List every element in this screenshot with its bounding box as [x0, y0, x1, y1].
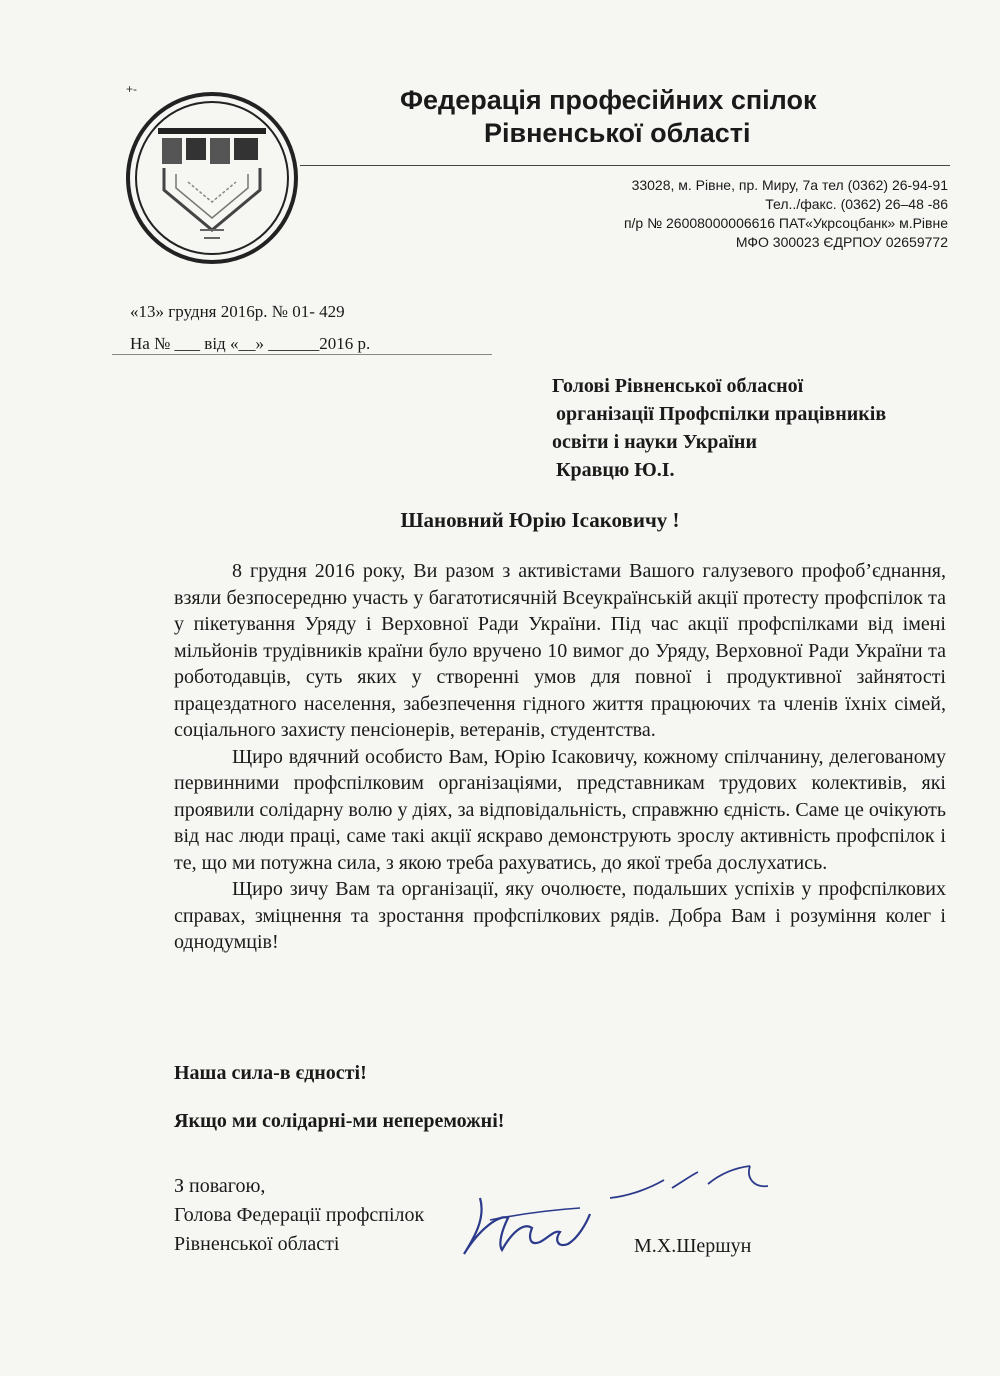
slogan: Якщо ми солідарні-ми непереможні! — [174, 1110, 505, 1132]
addressee-block — [552, 372, 886, 484]
addressee-line: освіти і науки України — [552, 431, 757, 453]
outgoing-reference — [130, 296, 370, 360]
contact-bank-account: п/р № 26008000006616 ПАТ«Укрсоцбанк» м.Рівне — [623, 215, 948, 231]
org-title-line2: Рівненської області — [484, 118, 751, 148]
reference-divider — [112, 354, 492, 355]
closing-line: З повагою, — [174, 1175, 266, 1197]
outgoing-date-number: «13» грудня 2016р. № 01- 429 — [130, 302, 345, 321]
org-title-line1: Федерація професійних спілок — [400, 85, 817, 115]
corner-mark: +- — [126, 82, 138, 96]
addressee-line: Кравцю Ю.І. — [556, 459, 675, 481]
organization-title — [400, 84, 920, 150]
body-paragraph: 8 грудня 2016 року, Ви разом з активістами Вашого галузевого профоб’єднання, взяли безпосередню участь у багатотисячній Всеукраїнській акції протесту профспілок та у пікетування Уряду і Верховної Ради України. Під час акції профспілками від імені мільйонів трудівників країни було вручено 10 вимог до Уряду, Верховної Ради України та роботодавців, суть яких у створенні умов для повної і продуктивної зайнятості працездатного населення, забезпечення гідного життя працюючих та членів їхніх сімей, соціального захисту пенсіонерів, ветеранів, студентства. — [174, 560, 946, 741]
contact-fax: Тел../факс. (0362) 26–48 -86 — [765, 196, 948, 212]
slogans — [174, 1062, 504, 1133]
federation-logo-icon — [124, 90, 300, 266]
closing-block — [174, 1172, 424, 1259]
header-divider — [300, 165, 950, 166]
addressee-line: Голові Рівненської обласної — [552, 375, 804, 397]
addressee-line: організації Профспілки працівників — [556, 403, 887, 425]
closing-line: Голова Федерації профспілок — [174, 1204, 425, 1226]
letter-body — [174, 558, 946, 956]
body-paragraph: Щиро вдячний особисто Вам, Юрію Ісаковичу, кожному спілчанину, делегованому первинними профспілковим організаціями, представникам трудових колективів, які проявили солідарну волю у діях, за відповідальність, справжню єдність. Саме це очікують від нас люди праці, саме такі акції яскраво демонструють зрослу активність профспілок і те, що ми потужна сила, з якою треба рахуватись, до якої треба дослухатись. — [174, 745, 946, 874]
contact-address: 33028, м. Рівне, пр. Миру, 7а тел (0362) 26-94-91 — [631, 177, 948, 193]
salutation: Шановний Юрію Ісаковичу ! — [400, 508, 680, 532]
closing-line: Рівненської області — [174, 1233, 340, 1255]
incoming-reference: На № ___ від «__» ______2016 р. — [130, 334, 371, 353]
slogan: Наша сила-в єдності! — [174, 1062, 367, 1084]
contact-codes: МФО 300023 ЄДРПОУ 02659772 — [735, 234, 948, 250]
signer-name: М.Х.Шершун — [634, 1235, 752, 1257]
body-paragraph: Щиро зичу Вам та організації, яку очолюєте, подальших успіхів у профспілкових справах, зміцнення та зростання профспілкових рядів. Добра Вам і розуміння колег і однодумців! — [174, 878, 946, 953]
contact-details — [624, 176, 948, 252]
